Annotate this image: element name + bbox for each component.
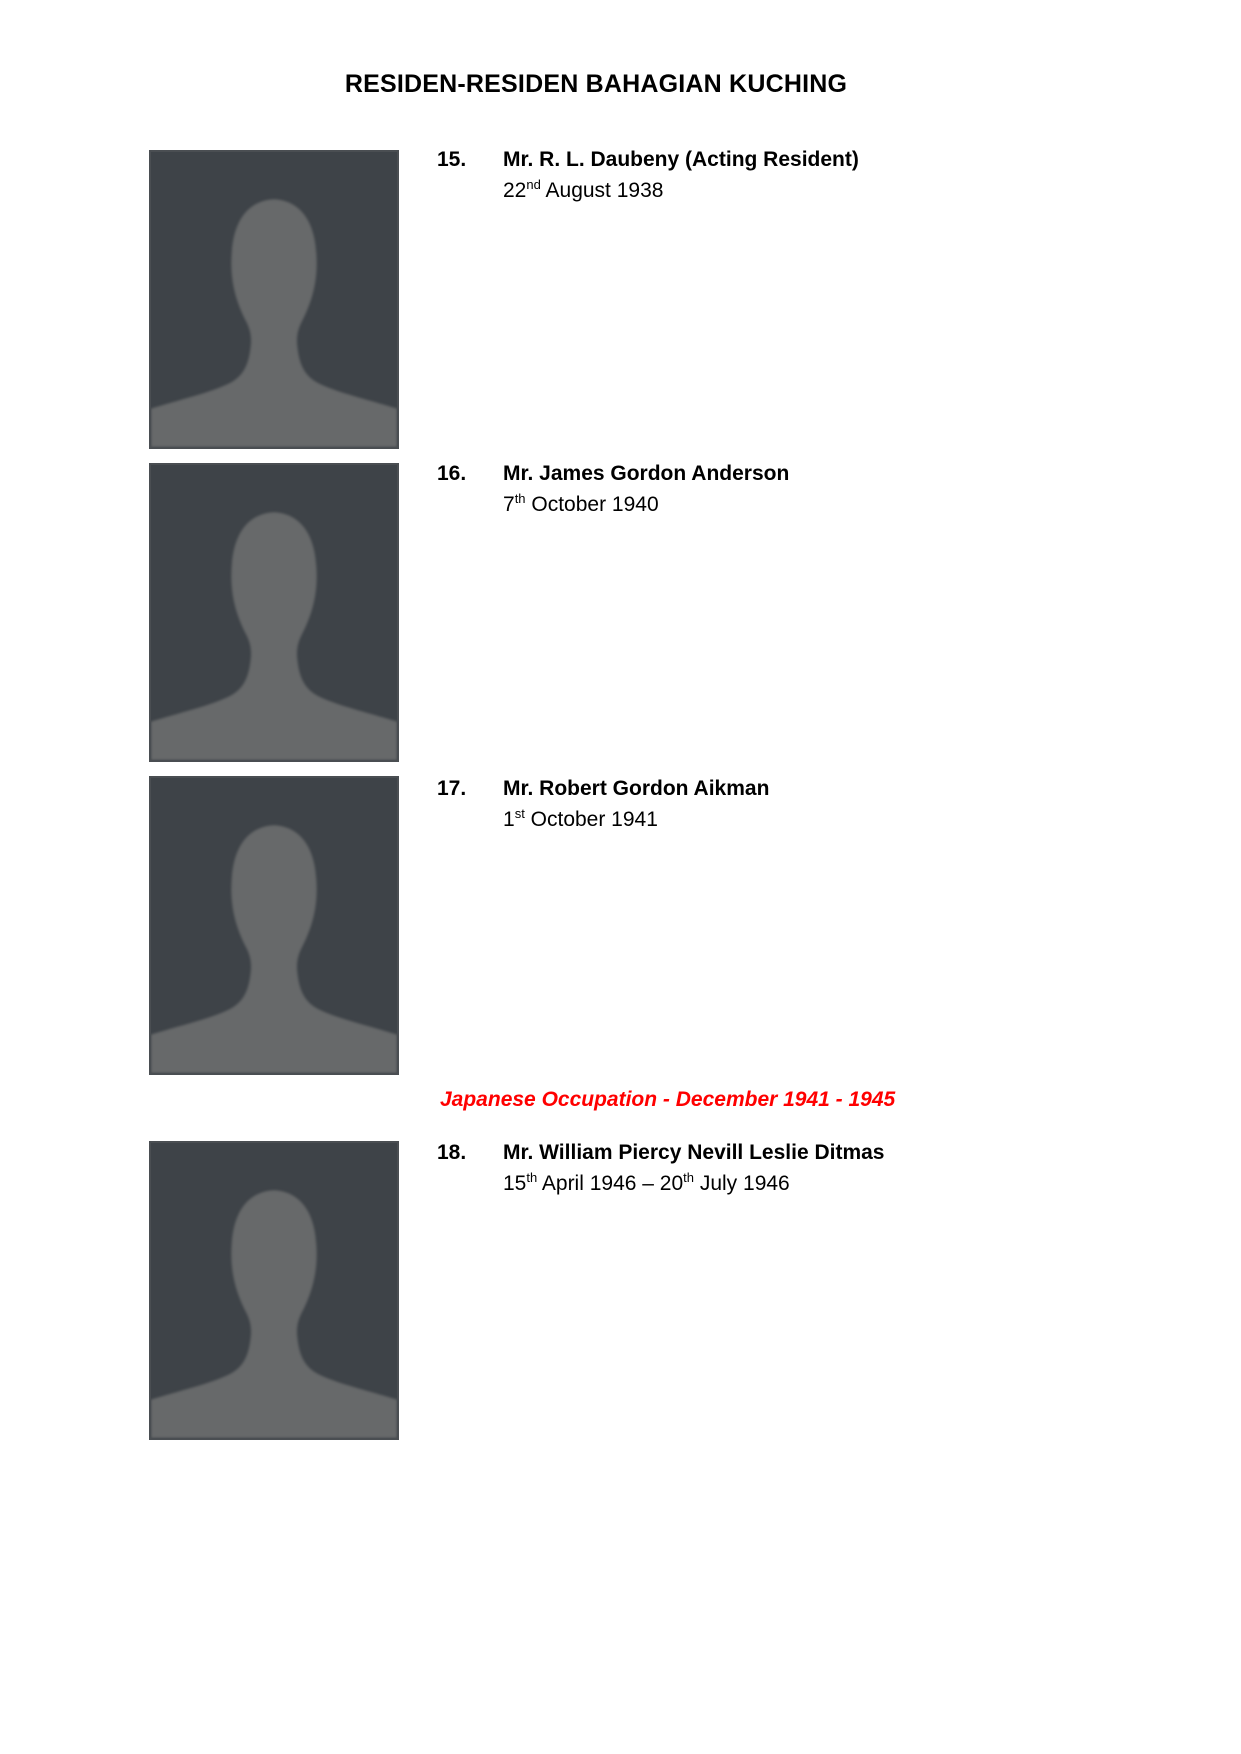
entry-number: 16.: [437, 462, 467, 485]
portrait-placeholder-17: [149, 776, 399, 1075]
resident-entry: [437, 144, 859, 206]
entry-date: 1st October 1941: [503, 806, 658, 831]
entry-name: Mr. Robert Gordon Aikman: [503, 777, 770, 800]
entry-number: 18.: [437, 1141, 467, 1164]
portrait-placeholder-18: [149, 1141, 399, 1440]
entry-date: 7th October 1940: [503, 491, 659, 516]
page-title: RESIDEN-RESIDEN BAHAGIAN KUCHING: [344, 70, 848, 98]
entry-number: 15.: [437, 148, 467, 171]
entry-name: Mr. R. L. Daubeny (Acting Resident): [503, 148, 859, 171]
portrait-placeholder-15: [149, 150, 399, 449]
entry-date: 15th April 1946 – 20th July 1946: [503, 1170, 790, 1195]
entry-body: [503, 458, 789, 520]
entry-body: [503, 1137, 884, 1199]
resident-entry: [437, 458, 789, 520]
person-silhouette-icon: [151, 778, 397, 1073]
person-silhouette-icon: [151, 1143, 397, 1438]
entry-name: Mr. James Gordon Anderson: [503, 462, 790, 485]
resident-entry: [437, 773, 769, 835]
entry-body: [503, 773, 769, 835]
resident-entry: [437, 1137, 884, 1199]
entry-number: 17.: [437, 777, 467, 800]
entry-date: 22nd August 1938: [503, 177, 664, 202]
entry-body: [503, 144, 859, 206]
entry-name: Mr. William Piercy Nevill Leslie Ditmas: [503, 1141, 885, 1164]
person-silhouette-icon: [151, 465, 397, 760]
occupation-divider: Japanese Occupation - December 1941 - 1945: [440, 1088, 896, 1111]
portrait-placeholder-16: [149, 463, 399, 762]
person-silhouette-icon: [151, 152, 397, 447]
